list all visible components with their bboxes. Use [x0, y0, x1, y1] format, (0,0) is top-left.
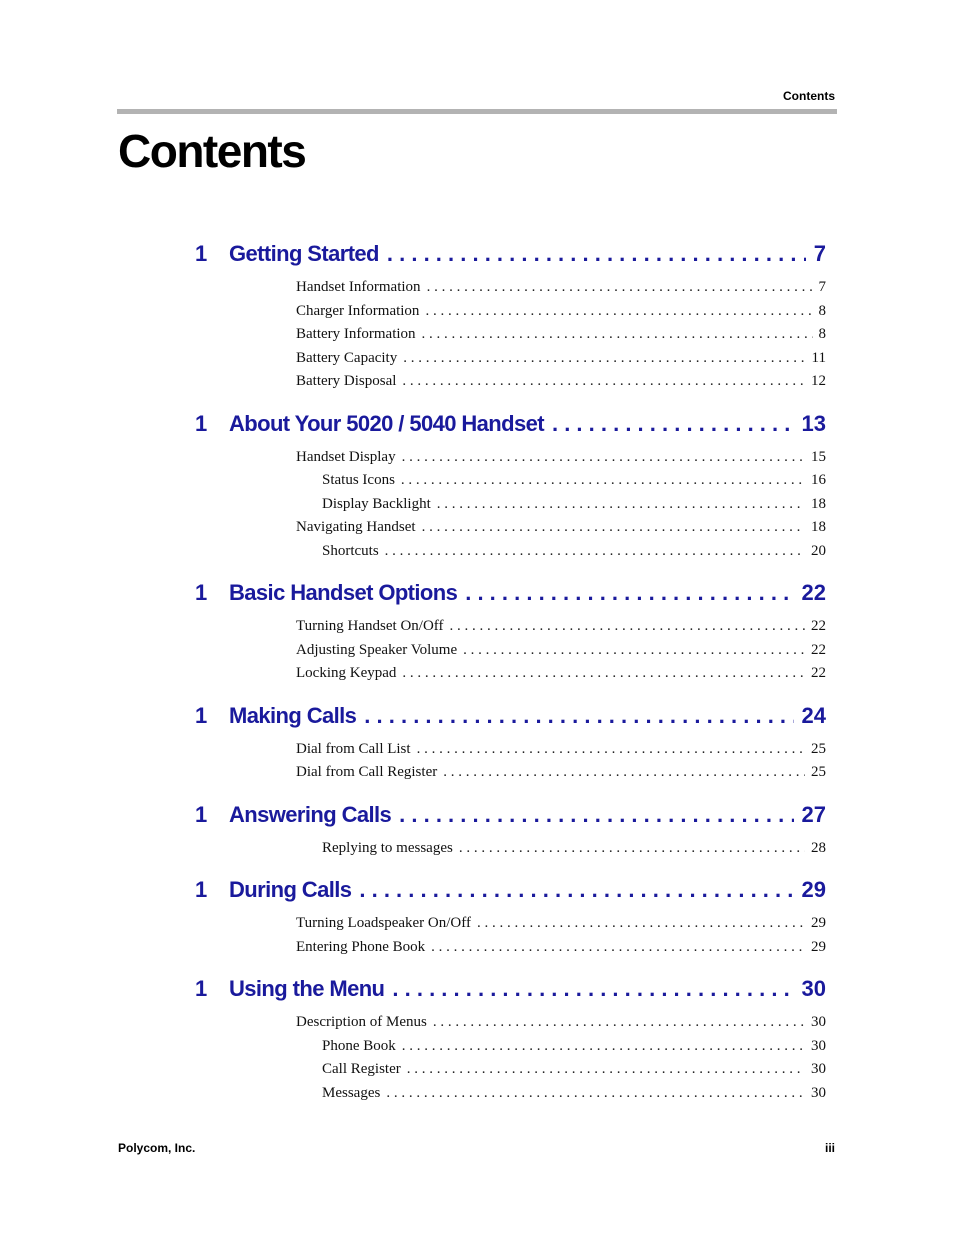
- toc-entry[interactable]: [0, 347, 954, 371]
- entry-page[interactable]: 22: [811, 665, 826, 681]
- chapter-page[interactable]: 24: [801, 702, 826, 728]
- toc-chapter[interactable]: [0, 973, 954, 1011]
- chapter-page[interactable]: 30: [801, 976, 826, 1001]
- dot-leader: [387, 241, 806, 267]
- dot-leader: [552, 411, 794, 437]
- dot-leader: [427, 276, 813, 300]
- dot-leader: [463, 639, 805, 663]
- entry-page[interactable]: 30: [811, 1061, 826, 1077]
- toc-entry[interactable]: [0, 912, 954, 936]
- chapter-page[interactable]: 7: [813, 241, 826, 266]
- entry-title[interactable]: Turning Loadspeaker On/Off: [296, 915, 471, 931]
- entry-page[interactable]: 30: [811, 1084, 826, 1101]
- entry-title[interactable]: Description of Menus: [296, 1014, 427, 1030]
- toc-chapter[interactable]: [0, 238, 954, 276]
- dot-leader: [386, 1082, 805, 1106]
- entry-page[interactable]: 11: [811, 349, 826, 366]
- entry-title[interactable]: Locking Keypad: [296, 665, 397, 681]
- entry-page[interactable]: 30: [811, 1037, 826, 1054]
- dot-leader: [422, 516, 805, 540]
- entry-title[interactable]: Battery Information: [296, 326, 416, 342]
- entry-title[interactable]: Dial from Call List: [296, 740, 411, 757]
- entry-title[interactable]: Turning Handset On/Off: [296, 618, 444, 634]
- dot-leader: [443, 761, 805, 785]
- running-head: Contents: [783, 89, 835, 103]
- entry-page[interactable]: 15: [811, 448, 826, 465]
- entry-page[interactable]: 22: [811, 641, 826, 658]
- dot-leader: [401, 469, 805, 493]
- chapter-number: 1: [195, 976, 208, 1001]
- entry-page[interactable]: 18: [811, 519, 826, 535]
- dot-leader: [431, 936, 805, 960]
- footer-page-number: iii: [824, 1141, 835, 1155]
- toc-entry[interactable]: [0, 738, 954, 762]
- chapter-title[interactable]: Using the Menu: [229, 976, 385, 1001]
- entry-title[interactable]: Dial from Call Register: [296, 764, 438, 780]
- entry-page[interactable]: 7: [818, 279, 826, 295]
- chapter-number: 1: [195, 241, 208, 266]
- dot-leader: [433, 1011, 805, 1035]
- entry-page[interactable]: 25: [811, 764, 826, 780]
- entry-title[interactable]: Replying to messages: [322, 839, 453, 856]
- entry-page[interactable]: 16: [811, 472, 826, 488]
- entry-title[interactable]: Charger Information: [296, 302, 420, 319]
- dot-leader: [437, 493, 805, 517]
- dot-leader: [392, 976, 793, 1002]
- toc-entry[interactable]: [0, 516, 954, 540]
- toc-entry[interactable]: [0, 1035, 954, 1059]
- dot-leader: [402, 370, 805, 394]
- dot-leader: [385, 540, 805, 564]
- toc-entry[interactable]: [0, 1082, 954, 1106]
- chapter-number: 1: [195, 801, 208, 827]
- entry-page[interactable]: 8: [818, 326, 826, 342]
- toc-entry[interactable]: [0, 493, 954, 517]
- entry-page[interactable]: 20: [811, 542, 826, 559]
- entry-title[interactable]: Status Icons: [322, 472, 395, 488]
- entry-title[interactable]: Battery Capacity: [296, 349, 398, 366]
- chapter-title[interactable]: Basic Handset Options: [229, 580, 458, 605]
- entry-page[interactable]: 18: [811, 495, 826, 512]
- toc-entry[interactable]: [0, 370, 954, 394]
- chapter-number: 1: [195, 877, 208, 902]
- entry-title[interactable]: Handset Information: [296, 279, 421, 295]
- entry-title[interactable]: Display Backlight: [322, 495, 431, 512]
- toc-entry[interactable]: [0, 936, 954, 960]
- entry-page[interactable]: 22: [811, 618, 826, 634]
- entry-page[interactable]: 25: [811, 740, 826, 757]
- entry-title[interactable]: Entering Phone Book: [296, 938, 426, 955]
- dot-leader: [403, 347, 805, 371]
- table-of-contents: [0, 238, 954, 1105]
- dot-leader: [399, 802, 793, 828]
- toc-entry[interactable]: [0, 761, 954, 785]
- toc-entry[interactable]: [0, 639, 954, 663]
- toc-chapter[interactable]: [0, 408, 954, 446]
- toc-entry[interactable]: [0, 446, 954, 470]
- toc-entry[interactable]: [0, 837, 954, 861]
- toc-entry[interactable]: [0, 540, 954, 564]
- dot-leader: [402, 1035, 805, 1059]
- entry-page[interactable]: 12: [811, 373, 826, 389]
- entry-title[interactable]: Call Register: [322, 1061, 401, 1077]
- toc-entry[interactable]: [0, 1011, 954, 1035]
- chapter-page[interactable]: 27: [801, 801, 826, 827]
- footer-company: Polycom, Inc.: [118, 1141, 196, 1155]
- entry-title[interactable]: Navigating Handset: [296, 519, 416, 535]
- chapter-number: 1: [195, 702, 208, 728]
- dot-leader: [407, 1058, 805, 1082]
- dot-leader: [465, 580, 793, 606]
- entry-title[interactable]: Shortcuts: [322, 542, 379, 559]
- dot-leader: [425, 300, 812, 324]
- entry-title[interactable]: Handset Display: [296, 448, 396, 465]
- chapter-title[interactable]: About Your 5020 / 5040 Handset: [229, 410, 544, 436]
- toc-chapter[interactable]: [0, 577, 954, 615]
- dot-leader: [417, 738, 805, 762]
- toc-entry[interactable]: [0, 469, 954, 493]
- chapter-title[interactable]: Answering Calls: [229, 801, 392, 827]
- entry-page[interactable]: 29: [811, 915, 826, 931]
- toc-entry[interactable]: [0, 276, 954, 300]
- chapter-number: 1: [195, 410, 208, 436]
- chapter-title[interactable]: Getting Started: [229, 241, 379, 266]
- toc-entry[interactable]: [0, 300, 954, 324]
- toc-chapter[interactable]: [0, 700, 954, 738]
- entry-title[interactable]: Messages: [322, 1084, 381, 1101]
- toc-entry[interactable]: [0, 615, 954, 639]
- chapter-number: 1: [195, 580, 208, 605]
- chapter-page[interactable]: 22: [801, 580, 826, 605]
- dot-leader: [359, 877, 793, 903]
- toc-entry[interactable]: [0, 323, 954, 347]
- entry-title[interactable]: Battery Disposal: [296, 373, 397, 389]
- dot-leader: [422, 323, 813, 347]
- chapter-title[interactable]: Making Calls: [229, 702, 357, 728]
- chapter-title[interactable]: During Calls: [229, 877, 352, 902]
- dot-leader: [402, 662, 805, 686]
- header-rule: [117, 109, 837, 114]
- toc-entry[interactable]: [0, 662, 954, 686]
- entry-title[interactable]: Phone Book: [322, 1037, 396, 1054]
- entry-page[interactable]: 29: [811, 938, 826, 955]
- dot-leader: [477, 912, 805, 936]
- chapter-page[interactable]: 13: [801, 410, 826, 436]
- entry-page[interactable]: 28: [811, 839, 826, 856]
- chapter-page[interactable]: 29: [801, 877, 826, 902]
- entry-title[interactable]: Adjusting Speaker Volume: [296, 641, 458, 658]
- dot-leader: [459, 837, 805, 861]
- dot-leader: [402, 446, 805, 470]
- dot-leader: [364, 703, 793, 729]
- toc-entry[interactable]: [0, 1058, 954, 1082]
- entry-page[interactable]: 30: [811, 1014, 826, 1030]
- toc-chapter[interactable]: [0, 799, 954, 837]
- entry-page[interactable]: 8: [818, 302, 826, 319]
- dot-leader: [450, 615, 805, 639]
- toc-chapter[interactable]: [0, 874, 954, 912]
- page-title: Contents: [118, 125, 306, 177]
